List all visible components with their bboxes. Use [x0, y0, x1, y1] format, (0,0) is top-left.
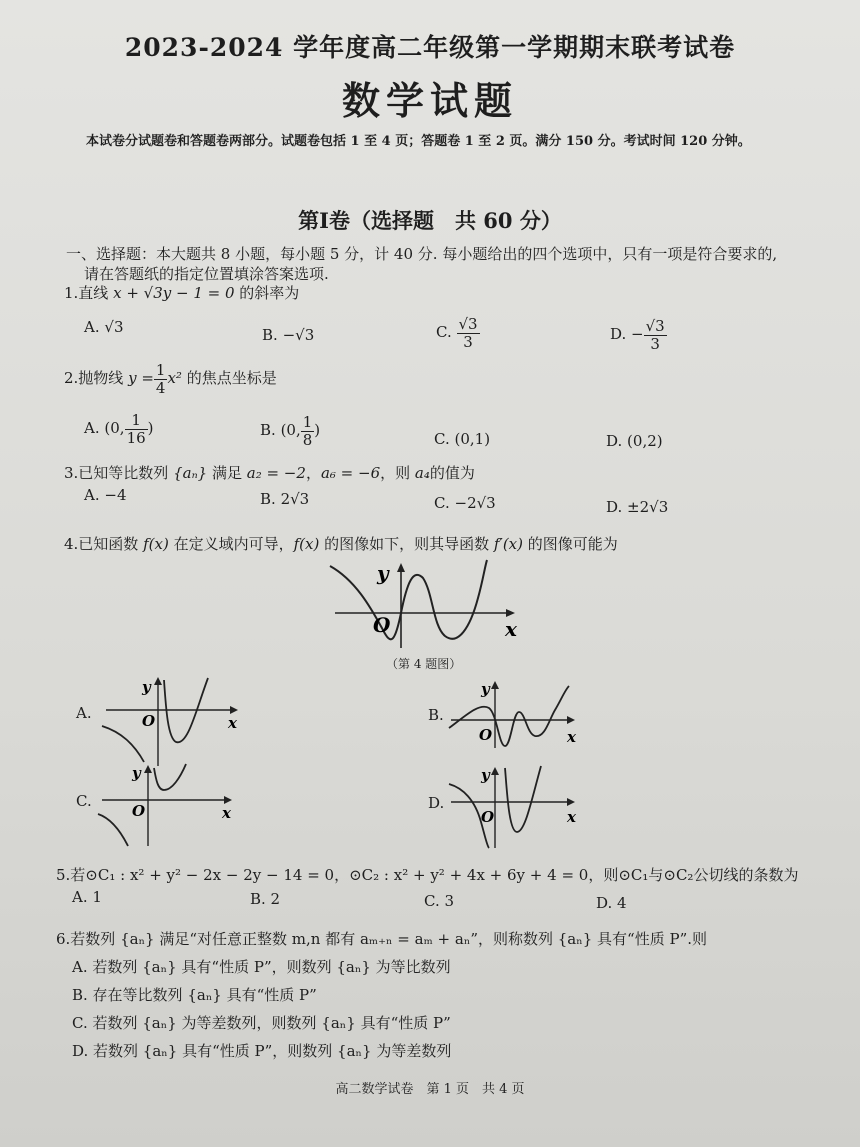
q1-stem-post: 的斜率为 — [234, 284, 300, 302]
q2-option-a — [84, 412, 154, 446]
q3-a2: a₂ = −2 — [246, 464, 306, 482]
curve-right-branch — [505, 766, 541, 832]
q1-option-b-label: B. — [262, 326, 278, 344]
q3-option-d-value: ±2√3 — [627, 498, 669, 516]
section-desc-line2: 请在答题纸的指定位置填涂答案选项. — [84, 265, 329, 283]
q4-fx: f(x) — [143, 535, 169, 553]
curve-left-branch — [102, 726, 144, 762]
x-axis-arrow-icon — [567, 716, 575, 724]
fx-curve — [330, 560, 487, 639]
q6-option-a: A. 若数列 {aₙ} 具有“性质 P”，则数列 {aₙ} 为等比数列 — [72, 958, 451, 976]
q3-option-b — [260, 490, 309, 508]
y-axis-label: y — [481, 766, 490, 784]
q3-option-d — [606, 498, 668, 516]
q3-sequence: {aₙ} — [173, 464, 208, 482]
x-axis-label: x — [228, 714, 237, 732]
origin-label: O — [479, 726, 493, 744]
q4-stem-post: 的图像可能为 — [522, 535, 618, 553]
q2-option-b-denominator: 8 — [302, 430, 313, 449]
q2-option-d — [606, 432, 663, 450]
q4-fprime: f′(x) — [493, 535, 523, 553]
q2-option-a-denominator: 16 — [126, 428, 146, 447]
x-axis-arrow-icon — [567, 798, 575, 806]
exam-title: 2023-2024 学年度高二年级第一学期期末联考试卷 — [124, 33, 736, 62]
q4-option-b-graph — [445, 676, 585, 756]
x-axis-arrow-icon — [506, 609, 515, 617]
q4-stem-mid2: 的图像如下，则其导函数 — [319, 535, 494, 553]
q2-option-a-label: A. — [84, 419, 100, 437]
q4-option-c-label: C. — [76, 792, 92, 810]
q2-option-b-label: B. — [260, 421, 276, 439]
y-axis-label: y — [132, 764, 141, 782]
q1-option-d-label: D. — [610, 325, 627, 343]
x-axis-arrow-icon — [224, 796, 232, 804]
exam-instructions: 本试卷分试题卷和答题卷两部分。试题卷包括 1 至 4 页；答题卷 1 至 2 页。满分 150 分。考试时间 120 分钟。 — [86, 134, 751, 149]
q1-stem — [64, 282, 299, 303]
q4-option-d-graph — [445, 762, 585, 852]
q1-option-a-label: A. — [84, 318, 100, 336]
q1-option-d-sign: − — [631, 325, 644, 343]
q1-option-b-value: −√3 — [282, 326, 315, 344]
q4-stem-pre: 4.已知函数 — [64, 535, 144, 553]
section-desc-line1: 一、选择题：本大题共 8 小题，每小题 5 分，计 40 分. 每小题给出的四个选项中，只有一项是符合要求的, — [66, 245, 778, 263]
q3-stem — [64, 462, 475, 483]
origin-label: O — [132, 802, 146, 820]
y-axis-arrow-icon — [144, 765, 152, 773]
subject-title: 数学试题 — [341, 78, 518, 123]
q4-option-d-label: D. — [428, 794, 445, 812]
q3-option-c-value: −2√3 — [454, 494, 496, 512]
q5-stem: 5.若⊙C₁ : x² + y² − 2x − 2y − 14 = 0，⊙C₂ : x² + y² + 4x + 6y + 4 = 0，则⊙C₁与⊙C₂公切线的条数为 — [56, 866, 799, 884]
y-axis-arrow-icon — [491, 767, 499, 775]
q1-option-c-label: C. — [436, 323, 452, 341]
origin-label: O — [481, 808, 495, 826]
q4-option-b-label: B. — [428, 706, 444, 724]
q5-option-b: B. 2 — [250, 890, 281, 908]
q2-option-a-numerator: 1 — [125, 412, 148, 430]
q1-option-a-value: √3 — [104, 318, 124, 336]
q3-stem-pre: 3.已知等比数列 — [64, 464, 174, 482]
q4-option-c-graph — [92, 760, 242, 850]
q2-option-d-value: (0,2) — [627, 432, 663, 450]
q3-a4: a₄ — [414, 464, 430, 482]
q3-option-c — [434, 494, 496, 512]
q1-option-a — [84, 318, 124, 336]
q1-option-b — [262, 326, 314, 344]
q2-stem-pre: 2.抛物线 — [64, 369, 129, 387]
q2-option-c-value: (0,1) — [454, 430, 491, 448]
q4-stem-mid: 在定义域内可导， — [168, 535, 294, 553]
y-axis-arrow-icon — [491, 681, 499, 689]
q6-option-d: D. 若数列 {aₙ} 具有“性质 P”，则数列 {aₙ} 为等差数列 — [72, 1042, 452, 1060]
curve-left-branch — [98, 814, 128, 846]
q6-option-c: C. 若数列 {aₙ} 为等差数列，则数列 {aₙ} 具有“性质 P” — [72, 1014, 451, 1032]
q1-option-c — [436, 316, 480, 350]
section-title: 第Ⅰ卷（选择题 共 60 分） — [298, 208, 562, 233]
q3-option-a-value: −4 — [104, 486, 127, 504]
q2-option-a-post: ) — [147, 419, 154, 437]
q2-stem-numerator: 1 — [155, 361, 166, 379]
q1-option-d-denominator: 3 — [650, 334, 660, 353]
curve-right-branch — [154, 764, 186, 790]
q2-option-c-label: C. — [434, 430, 450, 448]
q5-option-d: D. 4 — [596, 894, 627, 912]
q2-stem-denominator: 4 — [155, 378, 166, 397]
page-footer: 高二数学试卷 第 1 页 共 4 页 — [335, 1082, 525, 1097]
q2-stem-x: x² — [167, 369, 182, 387]
q2-stem-post: 的焦点坐标是 — [181, 369, 277, 387]
q6-stem: 6.若数列 {aₙ} 满足“对任意正整数 m,n 都有 aₘ₊ₙ = aₘ + aₙ”，则称数列 {aₙ} 具有“性质 P”.则 — [56, 930, 708, 948]
q3-option-a — [84, 486, 127, 504]
x-axis-arrow-icon — [230, 706, 238, 714]
q1-option-c-numerator: √3 — [458, 315, 478, 333]
q4-option-a-graph — [96, 670, 246, 770]
y-axis-arrow-icon — [397, 563, 405, 572]
q5-option-c: C. 3 — [424, 892, 455, 910]
q2-option-b-numerator: 1 — [302, 413, 313, 431]
q2-stem — [64, 362, 277, 396]
x-axis-label: x — [567, 808, 576, 826]
x-axis-label: x — [222, 804, 231, 822]
q3-option-b-value: 2√3 — [280, 490, 310, 508]
y-axis-label: y — [142, 678, 151, 696]
q3-stem-mid: 满足 — [207, 464, 247, 482]
q2-option-c — [434, 430, 490, 448]
q2-option-a-pre: (0, — [104, 419, 125, 437]
q1-stem-pre: 1.直线 — [64, 284, 114, 302]
q2-option-b-post: ) — [314, 421, 321, 439]
x-axis-label: x — [567, 728, 576, 746]
y-axis-label: y — [377, 561, 389, 585]
origin-label: O — [373, 613, 391, 637]
q2-stem-y: y = — [128, 369, 154, 387]
x-axis-label: x — [505, 617, 517, 641]
q4-option-a-label: A. — [76, 704, 92, 722]
q4-main-graph — [325, 558, 525, 654]
q2-option-b — [260, 414, 320, 448]
q3-option-d-label: D. — [606, 498, 623, 516]
q4-fx-2: f(x) — [293, 535, 320, 553]
q1-option-d — [610, 318, 667, 352]
q5-option-a: A. 1 — [72, 888, 102, 906]
q1-equation: x + √3y − 1 = 0 — [113, 284, 235, 302]
y-axis-label: y — [481, 680, 490, 698]
q3-sep: ， — [305, 464, 321, 482]
origin-label: O — [142, 712, 156, 730]
q4-figure-caption: （第 4 题图） — [386, 657, 462, 671]
q2-option-d-label: D. — [606, 432, 623, 450]
q1-option-d-numerator: √3 — [645, 317, 665, 335]
q3-stem-post: ，则 — [380, 464, 415, 482]
q3-a6: a₆ = −6 — [320, 464, 381, 482]
q3-stem-end: 的值为 — [429, 464, 475, 482]
q3-option-c-label: C. — [434, 494, 450, 512]
q3-option-a-label: A. — [84, 486, 100, 504]
curve — [449, 686, 569, 746]
q6-option-b: B. 存在等比数列 {aₙ} 具有“性质 P” — [72, 986, 317, 1004]
q1-option-c-denominator: 3 — [463, 332, 473, 351]
q4-stem — [64, 533, 618, 554]
y-axis-arrow-icon — [154, 677, 162, 685]
q2-option-b-pre: (0, — [280, 421, 301, 439]
q3-option-b-label: B. — [260, 490, 276, 508]
